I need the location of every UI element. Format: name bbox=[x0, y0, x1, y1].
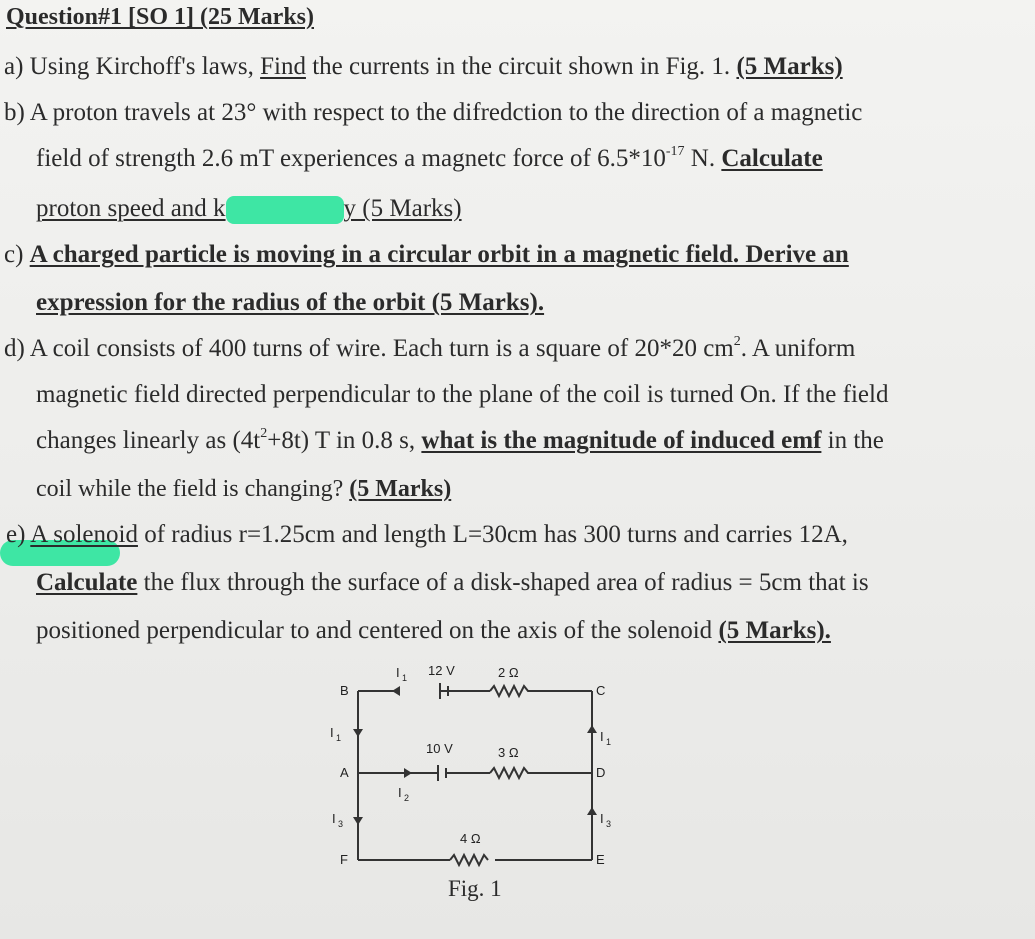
label-resistor-mid: 3 Ω bbox=[498, 745, 519, 760]
part-b-calculate: Calculate bbox=[721, 145, 823, 172]
label-i1-top: I bbox=[396, 665, 400, 680]
part-d-line1b: . A uniform bbox=[740, 335, 856, 362]
part-a-text2: the currents in the circuit shown in Fig. 1. bbox=[312, 53, 731, 80]
part-b-line3b: y (5 Marks) bbox=[343, 195, 462, 222]
label-battery-mid: 10 V bbox=[426, 741, 453, 756]
part-d-line3 bbox=[36, 426, 884, 456]
node-e: E bbox=[596, 852, 605, 867]
arrow-i3-left bbox=[353, 817, 363, 825]
part-e-line3 bbox=[36, 616, 831, 646]
part-e-calculate: Calculate bbox=[36, 569, 138, 596]
highlighter-mark bbox=[226, 196, 344, 224]
part-a-text1: Using Kirchoff's laws, bbox=[29, 53, 254, 80]
part-b-exponent: -17 bbox=[665, 144, 685, 159]
part-a-line bbox=[4, 52, 843, 82]
part-d-line3-sup: 2 bbox=[260, 426, 268, 441]
part-b-line2a: field of strength 2.6 mT experiences a magnetc force of 6.5*10 bbox=[36, 145, 666, 172]
part-d-line1-sup: 2 bbox=[733, 334, 741, 349]
label-resistor-top: 2 Ω bbox=[498, 665, 519, 680]
label-resistor-bottom: 4 Ω bbox=[460, 831, 481, 846]
part-d-line4a: coil while the field is changing? bbox=[36, 476, 344, 502]
label-i3-left: I bbox=[332, 811, 336, 826]
resistor-mid-symbol bbox=[490, 768, 532, 778]
part-b-line2 bbox=[36, 144, 823, 174]
part-d-label: d) bbox=[4, 335, 25, 362]
label-i3-right: I bbox=[600, 811, 604, 826]
part-b-line2b: N. bbox=[690, 145, 716, 172]
label-i1-top-sub: 1 bbox=[402, 673, 408, 683]
part-a-label: a) bbox=[4, 53, 24, 80]
part-e-line1 bbox=[6, 520, 848, 550]
resistor-bottom-symbol bbox=[450, 855, 488, 865]
battery-mid-symbol bbox=[438, 765, 446, 781]
question-title: Question#1 [SO 1] (25 Marks) bbox=[6, 4, 314, 30]
part-b-line1 bbox=[4, 98, 862, 128]
part-b-line1-text: A proton travels at 23° with respect to the difredction to the direction of a magnetic bbox=[29, 99, 863, 126]
arrow-i2 bbox=[404, 768, 412, 778]
part-d-line1 bbox=[4, 334, 855, 364]
part-e-line1b: of radius r=1.25cm and length L=30cm has 300 turns and carries 12A, bbox=[144, 521, 848, 548]
arrow-i1-right bbox=[587, 725, 597, 733]
node-b: B bbox=[340, 683, 349, 698]
part-c-label: c) bbox=[4, 241, 24, 268]
part-b-label: b) bbox=[4, 99, 25, 126]
label-battery-top: 12 V bbox=[428, 663, 455, 678]
part-e-line1a: A solenoid bbox=[30, 521, 138, 548]
part-d-line3c: what is the magnitude of induced emf bbox=[421, 427, 822, 454]
label-i1-right-sub: 1 bbox=[606, 737, 612, 747]
label-i3-right-sub: 3 bbox=[606, 819, 612, 829]
arrow-i1-top bbox=[392, 686, 400, 696]
part-e-label: e) bbox=[6, 521, 26, 548]
part-d-line3d: in the bbox=[827, 427, 884, 454]
part-c-line2: expression for the radius of the orbit (5 Marks). bbox=[36, 289, 545, 316]
part-b-line3 bbox=[36, 194, 462, 224]
label-i3-left-sub: 3 bbox=[338, 819, 344, 829]
arrow-i3-right bbox=[587, 807, 597, 815]
part-c-line1 bbox=[4, 240, 849, 270]
label-i1-left-sub: 1 bbox=[336, 733, 342, 743]
part-b-line3a: proton speed and k bbox=[36, 195, 226, 222]
label-i2: I bbox=[398, 785, 402, 800]
part-d-line3b: +8t) T in 0.8 s, bbox=[267, 427, 416, 454]
part-a-marks: (5 Marks) bbox=[736, 53, 843, 80]
node-a: A bbox=[340, 765, 349, 780]
label-i1-left: I bbox=[330, 725, 334, 740]
part-d-line3a: changes linearly as (4t bbox=[36, 427, 261, 454]
part-d-line1a: A coil consists of 400 turns of wire. Each turn is a square of 20*20 cm bbox=[29, 335, 734, 362]
part-d-line4b: (5 Marks) bbox=[349, 476, 452, 502]
resistor-top-symbol bbox=[490, 686, 532, 696]
label-i1-right: I bbox=[600, 729, 604, 744]
label-i2-sub: 2 bbox=[404, 793, 410, 803]
part-e-line3a: positioned perpendicular to and centered on the axis of the solenoid bbox=[36, 617, 713, 644]
part-a-find: Find bbox=[260, 53, 306, 80]
node-f: F bbox=[340, 852, 348, 867]
node-d: D bbox=[596, 765, 606, 780]
arrow-i1-left bbox=[353, 729, 363, 737]
part-e-line2 bbox=[36, 568, 869, 598]
part-d-line4 bbox=[36, 474, 451, 504]
node-c: C bbox=[596, 683, 606, 698]
part-e-line2b: the flux through the surface of a disk-shaped area of radius = 5cm that is bbox=[143, 569, 869, 596]
part-c-line1-text: A charged particle is moving in a circular orbit in a magnetic field. Derive an bbox=[29, 241, 849, 268]
figure-caption: Fig. 1 bbox=[448, 876, 502, 901]
part-e-line3b: (5 Marks). bbox=[718, 617, 831, 644]
part-d-line2: magnetic field directed perpendicular to the plane of the coil is turned On. If the field bbox=[36, 381, 889, 408]
